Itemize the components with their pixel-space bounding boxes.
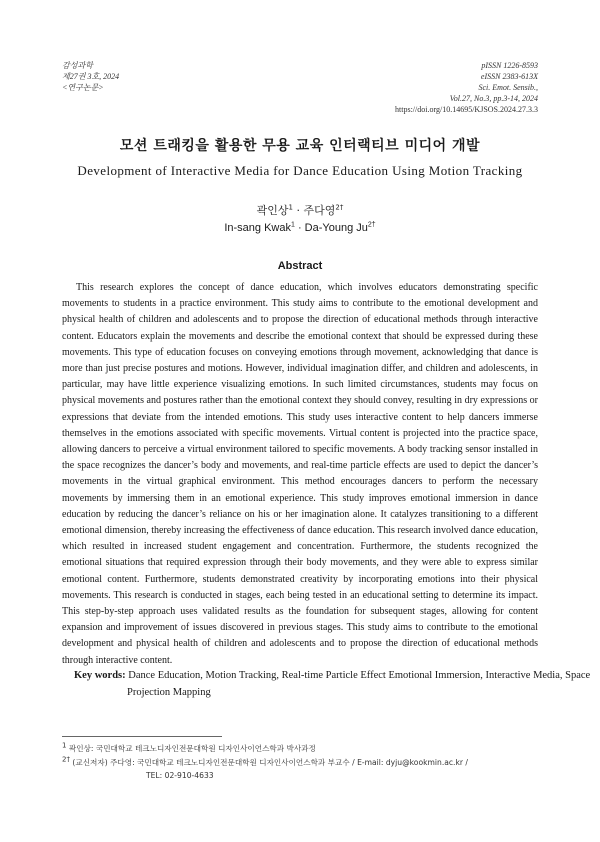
- author-separator-ko: ·: [293, 204, 304, 217]
- footnotes: [62, 742, 538, 783]
- author-1-name-ko: 곽인상: [256, 204, 289, 217]
- footnote-2-tel: TEL: 02-910-4633: [146, 771, 214, 780]
- footnote-divider: [62, 736, 222, 737]
- journal-name: 감성과학: [62, 61, 93, 70]
- footnote-1-mark: 1: [62, 741, 67, 750]
- author-1-name-en: In-sang Kwak: [224, 222, 291, 234]
- journal-info: [62, 60, 119, 93]
- title-korean: 모션 트래킹을 활용한 무용 교육 인터랙티브 미디어 개발: [119, 138, 481, 154]
- article-type: <연구논문>: [62, 83, 104, 92]
- journal-abbrev: Sci. Emot. Sensib.,: [478, 83, 538, 92]
- keywords-text: Dance Education, Motion Tracking, Real-time Particle Effect Emotional Immersion, Interactive Media, Space Projection Mapping: [127, 670, 591, 698]
- keywords: [74, 667, 591, 701]
- footnote-2-mark: 2†: [62, 754, 70, 763]
- eissn: eISSN 2383-613X: [480, 72, 538, 81]
- keywords-label: Key words:: [74, 670, 126, 681]
- author-2-name-en: Da-Young Ju: [304, 222, 368, 234]
- author-2-mark-ko: 2†: [335, 203, 344, 212]
- footnote-2-text: (교신저자) 주다영: 국민대학교 테크노디자인전문대학원 디자인사이언스학과 부교수 / E-mail: dyju@kookmin.ac.kr /: [72, 757, 468, 767]
- authors-english: [0, 222, 600, 234]
- journal-volume: 제27권 3호, 2024: [62, 72, 120, 81]
- title-english: Development of Interactive Media for Dance Education Using Motion Tracking: [77, 163, 523, 178]
- footnote-2: [62, 756, 538, 770]
- authors-korean: [0, 202, 600, 218]
- issn-info: [395, 60, 538, 115]
- volume-pages: Vol.27, No.3, pp.3-14, 2024: [449, 94, 538, 103]
- author-2-name-ko: 주다영: [303, 204, 336, 217]
- abstract-heading: Abstract: [277, 260, 323, 272]
- footnote-1-text: 곽인상: 국민대학교 테크노디자인전문대학원 디자인사이언스학과 박사과정: [68, 744, 316, 753]
- abstract-body: This research explores the concept of dance education, which involves educators demonstrating specific movements to students in a practice environment. This study aims to contribute to the emotional development and physical health of children and adolescents and to propose the direction of educational methods through interactive content. Educators explain the movements and describe the emotional context that should be expressed during these movements. This type of education focuses on conveying emotions through movement, acknowledging that dance is more than just precise postures and motions. However, individual imagination differ, and children and adolescents, in particular, may have little experience visualizing emotions. In such limited circumstances, students may focus on physical movements and postures rather than the emotional context they should convey, resulting in dry expressions or expressions that deviate from the intended emotions. This study uses interactive content to help dancers immerse themselves in the emotions associated with specific movements. Virtual content is projected into the practice space, allowing dancers to perceive a virtual environment tailored to specific movements. A body tracking sensor installed in the space recognizes the dancer’s body and movements, and real-time particle effects are used to depict the dancer’s movements in the virtual graphical environment. This method encourages dancers to perform the necessary movements by immersing them in an emotional experience. This study improves emotional immersion in dance education by reducing the dancer’s reliance on his or her imagination alone. It catalyzes transitioning to a different emotional dimension, thereby increasing the effectiveness of dance education. This research involved dance education, which resulted in increased student engagement and concentration. Furthermore, the students recognized the emotional situations that required expression through their body movements, and they were able to express similar emotional content. Furthermore, students demonstrated creativity by incorporating emotions into their physical movements. This research is conducted in stages, each being tested in an educational setting to determine its impact. This step-by-step approach uses validated results as the foundation for subsequent stages, allowing for content expansion and improvement of issues discovered in previous stages. This study aims to contribute to the emotional development and physical health of children and adolescents and to propose the direction of educational methods through interactive content.: [62, 282, 538, 666]
- author-1-mark-ko: 1: [288, 203, 293, 212]
- doi-link[interactable]: https://doi.org/10.14695/KJSOS.2024.27.3.3: [395, 105, 538, 114]
- footnote-1: [62, 742, 538, 756]
- author-separator-en: ·: [294, 222, 305, 234]
- author-1-mark-en: 1: [290, 221, 295, 229]
- author-2-mark-en: 2†: [367, 221, 376, 229]
- pissn: pISSN 1226-8593: [481, 61, 538, 70]
